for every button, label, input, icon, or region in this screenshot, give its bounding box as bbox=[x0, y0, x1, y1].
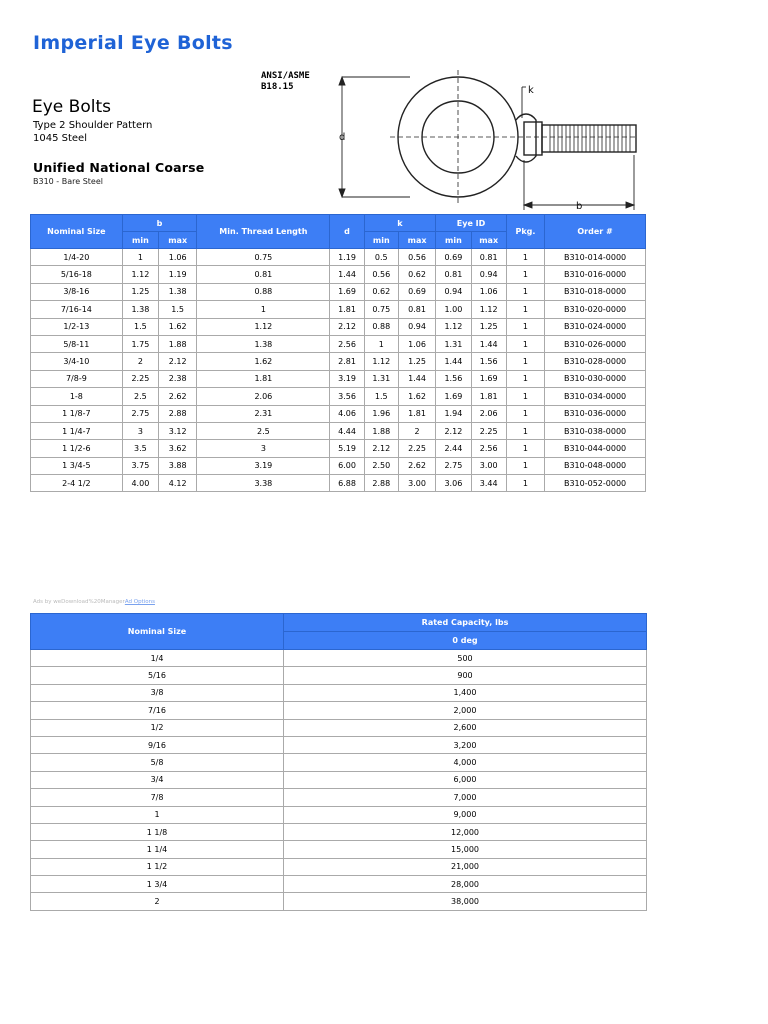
table-cell: 0.69 bbox=[398, 283, 435, 300]
header-rated-capacity: Rated Capacity, lbs bbox=[284, 614, 647, 632]
table-cell: 1.62 bbox=[159, 318, 197, 335]
header-eye-min: min bbox=[436, 232, 471, 249]
table-row bbox=[31, 335, 646, 352]
header-b-max: max bbox=[159, 232, 197, 249]
table-cell: 0.88 bbox=[197, 283, 330, 300]
table-cell: 1 bbox=[506, 422, 544, 439]
table-cell: 1.96 bbox=[364, 405, 398, 422]
table-cell: 2.75 bbox=[122, 405, 158, 422]
table-row bbox=[31, 719, 647, 736]
table-cell: 1.81 bbox=[398, 405, 435, 422]
table-cell: 2.81 bbox=[330, 353, 364, 370]
table-cell: 0.94 bbox=[398, 318, 435, 335]
table-cell: 38,000 bbox=[284, 893, 647, 910]
table-cell: 1.69 bbox=[471, 370, 506, 387]
table-cell: B310-036-0000 bbox=[545, 405, 646, 422]
table-cell: 4.44 bbox=[330, 422, 364, 439]
table-cell: 3.00 bbox=[471, 457, 506, 474]
table-cell: 1.31 bbox=[436, 335, 471, 352]
table-row bbox=[31, 457, 646, 474]
table-row bbox=[31, 736, 647, 753]
table-cell: 3/4 bbox=[31, 771, 284, 788]
table-cell: 1 3/4-5 bbox=[31, 457, 123, 474]
table-cell: 1 bbox=[506, 266, 544, 283]
table-cell: 2.06 bbox=[197, 388, 330, 405]
table-cell: B310-044-0000 bbox=[545, 440, 646, 457]
table-cell: 1 bbox=[506, 388, 544, 405]
table-cell: 2.25 bbox=[122, 370, 158, 387]
table-cell: 3.06 bbox=[436, 475, 471, 492]
table-cell: B310-028-0000 bbox=[545, 353, 646, 370]
table-row bbox=[31, 667, 647, 684]
table-cell: 2 bbox=[122, 353, 158, 370]
table-cell: 7/16 bbox=[31, 702, 284, 719]
table-cell: 1.38 bbox=[122, 301, 158, 318]
table-row bbox=[31, 754, 647, 771]
table-cell: 1 bbox=[506, 301, 544, 318]
table-cell: 1.44 bbox=[398, 370, 435, 387]
header-k-max: max bbox=[398, 232, 435, 249]
table-cell: 1 1/8-7 bbox=[31, 405, 123, 422]
table-cell: 2 bbox=[31, 893, 284, 910]
table-cell: 1 bbox=[506, 353, 544, 370]
table-cell: 0.62 bbox=[364, 283, 398, 300]
table-cell: 5/16-18 bbox=[31, 266, 123, 283]
table-cell: 1 bbox=[506, 457, 544, 474]
table-cell: 12,000 bbox=[284, 823, 647, 840]
table-cell: 0.88 bbox=[364, 318, 398, 335]
table-row bbox=[31, 841, 647, 858]
table-row bbox=[31, 858, 647, 875]
table-cell: 1/4 bbox=[31, 650, 284, 667]
table-row bbox=[31, 249, 646, 266]
table-cell: 1 bbox=[364, 335, 398, 352]
table-cell: 0.81 bbox=[197, 266, 330, 283]
table-cell: 1 bbox=[506, 370, 544, 387]
table-cell: 4.12 bbox=[159, 475, 197, 492]
table-cell: 1.88 bbox=[364, 422, 398, 439]
table-cell: 0.94 bbox=[436, 283, 471, 300]
table-cell: 3.5 bbox=[122, 440, 158, 457]
table-cell: 2.12 bbox=[330, 318, 364, 335]
capacity-table bbox=[30, 613, 647, 911]
label-b: b bbox=[576, 201, 583, 212]
table-cell: 0.62 bbox=[398, 266, 435, 283]
table-cell: 7/8-9 bbox=[31, 370, 123, 387]
table-cell: 0.94 bbox=[471, 266, 506, 283]
table-cell: 1.5 bbox=[159, 301, 197, 318]
table-row bbox=[31, 266, 646, 283]
table-cell: 1.81 bbox=[330, 301, 364, 318]
table-cell: 1-8 bbox=[31, 388, 123, 405]
product-description bbox=[33, 119, 152, 145]
table-cell: 1.56 bbox=[436, 370, 471, 387]
table-cell: 6.00 bbox=[330, 457, 364, 474]
table-cell: 500 bbox=[284, 650, 647, 667]
table-cell: 3.19 bbox=[330, 370, 364, 387]
table-cell: 2.62 bbox=[398, 457, 435, 474]
table-cell: 4,000 bbox=[284, 754, 647, 771]
table-cell: B310-024-0000 bbox=[545, 318, 646, 335]
table-cell: 21,000 bbox=[284, 858, 647, 875]
table-cell: 2.12 bbox=[364, 440, 398, 457]
table-cell: 2.62 bbox=[159, 388, 197, 405]
standard-line-1: ANSI/ASME bbox=[261, 71, 310, 81]
table-cell: 1.56 bbox=[471, 353, 506, 370]
table-cell: 2.06 bbox=[471, 405, 506, 422]
table-row bbox=[31, 876, 647, 893]
dimensions-table bbox=[30, 214, 646, 492]
table-cell: 1.25 bbox=[471, 318, 506, 335]
table-cell: 1.12 bbox=[364, 353, 398, 370]
table-cell: 2 bbox=[398, 422, 435, 439]
table-cell: 1.12 bbox=[197, 318, 330, 335]
eye-bolt-diagram bbox=[330, 70, 640, 215]
table-cell: 0.56 bbox=[364, 266, 398, 283]
table-cell: 3.56 bbox=[330, 388, 364, 405]
table-cell: 1 bbox=[31, 806, 284, 823]
table-cell: B310-030-0000 bbox=[545, 370, 646, 387]
table-cell: 2.31 bbox=[197, 405, 330, 422]
table-cell: 3.62 bbox=[159, 440, 197, 457]
table-cell: 2.56 bbox=[471, 440, 506, 457]
table-cell: 1/2-13 bbox=[31, 318, 123, 335]
table-row bbox=[31, 318, 646, 335]
table-cell: 1 bbox=[506, 440, 544, 457]
table-cell: 3 bbox=[122, 422, 158, 439]
table-cell: 1 bbox=[506, 475, 544, 492]
table-cell: B310-018-0000 bbox=[545, 283, 646, 300]
table-cell: 1.38 bbox=[197, 335, 330, 352]
table-cell: 6.88 bbox=[330, 475, 364, 492]
table-cell: 3.38 bbox=[197, 475, 330, 492]
table-cell: 1 bbox=[506, 335, 544, 352]
table-row bbox=[31, 370, 646, 387]
header-b-min: min bbox=[122, 232, 158, 249]
table-cell: 2.88 bbox=[159, 405, 197, 422]
table-cell: 2.12 bbox=[159, 353, 197, 370]
table-cell: 0.81 bbox=[436, 266, 471, 283]
table-cell: B310-038-0000 bbox=[545, 422, 646, 439]
table-cell: 1.75 bbox=[122, 335, 158, 352]
table-row bbox=[31, 806, 647, 823]
table-cell: 2.25 bbox=[471, 422, 506, 439]
table-cell: 1 bbox=[506, 249, 544, 266]
table-cell: 1 1/4 bbox=[31, 841, 284, 858]
table-cell: 900 bbox=[284, 667, 647, 684]
table-cell: 3/8 bbox=[31, 684, 284, 701]
standard-line-2: B18.15 bbox=[261, 82, 294, 92]
table-cell: B310-052-0000 bbox=[545, 475, 646, 492]
table-cell: 3.88 bbox=[159, 457, 197, 474]
table-cell: 1.00 bbox=[436, 301, 471, 318]
table-cell: 1 bbox=[197, 301, 330, 318]
table-cell: 6,000 bbox=[284, 771, 647, 788]
table-cell: 7/16-14 bbox=[31, 301, 123, 318]
dimensions-table-body bbox=[31, 249, 646, 492]
product-title: Eye Bolts bbox=[32, 97, 111, 117]
table-cell: 1.19 bbox=[159, 266, 197, 283]
table-cell: 3.75 bbox=[122, 457, 158, 474]
table-row bbox=[31, 650, 647, 667]
table-cell: 2.5 bbox=[122, 388, 158, 405]
table-cell: 0.5 bbox=[364, 249, 398, 266]
table-cell: 1 1/2-6 bbox=[31, 440, 123, 457]
table-cell: 1/4-20 bbox=[31, 249, 123, 266]
table-cell: 3,200 bbox=[284, 736, 647, 753]
table-cell: 1 1/8 bbox=[31, 823, 284, 840]
table-cell: 5.19 bbox=[330, 440, 364, 457]
table-row bbox=[31, 893, 647, 910]
table-cell: 1.94 bbox=[436, 405, 471, 422]
header-min-thread-length: Min. Thread Length bbox=[197, 215, 330, 249]
ads-banner bbox=[33, 599, 155, 605]
table-cell: 1.44 bbox=[330, 266, 364, 283]
table-cell: 7/8 bbox=[31, 789, 284, 806]
table-cell: 3.00 bbox=[398, 475, 435, 492]
table-cell: B310-020-0000 bbox=[545, 301, 646, 318]
header-eye-max: max bbox=[471, 232, 506, 249]
table-cell: 1.06 bbox=[159, 249, 197, 266]
table-cell: 1.12 bbox=[471, 301, 506, 318]
table-cell: 2.50 bbox=[364, 457, 398, 474]
table-cell: 9/16 bbox=[31, 736, 284, 753]
table-cell: 5/16 bbox=[31, 667, 284, 684]
table-cell: 1 1/2 bbox=[31, 858, 284, 875]
table-cell: 1.25 bbox=[122, 283, 158, 300]
table-cell: 3.44 bbox=[471, 475, 506, 492]
table-cell: 0.75 bbox=[197, 249, 330, 266]
table-cell: 3.19 bbox=[197, 457, 330, 474]
table-cell: 1.44 bbox=[471, 335, 506, 352]
table-cell: 0.56 bbox=[398, 249, 435, 266]
header-nominal-size: Nominal Size bbox=[31, 215, 123, 249]
header-capacity-nominal-size: Nominal Size bbox=[31, 614, 284, 650]
table-cell: 2.12 bbox=[436, 422, 471, 439]
table-cell: 5/8-11 bbox=[31, 335, 123, 352]
table-cell: 1 bbox=[122, 249, 158, 266]
capacity-table-body bbox=[31, 650, 647, 911]
table-cell: 2.5 bbox=[197, 422, 330, 439]
header-eye-id: Eye ID bbox=[436, 215, 507, 232]
table-cell: 1.69 bbox=[436, 388, 471, 405]
table-cell: 15,000 bbox=[284, 841, 647, 858]
table-cell: 4.06 bbox=[330, 405, 364, 422]
header-b: b bbox=[122, 215, 197, 232]
table-row bbox=[31, 388, 646, 405]
table-cell: 2.44 bbox=[436, 440, 471, 457]
table-cell: 1.81 bbox=[197, 370, 330, 387]
table-cell: 1.62 bbox=[197, 353, 330, 370]
table-cell: B310-026-0000 bbox=[545, 335, 646, 352]
table-cell: 1.5 bbox=[122, 318, 158, 335]
table-cell: 2.38 bbox=[159, 370, 197, 387]
table-cell: 1.88 bbox=[159, 335, 197, 352]
table-cell: 1.12 bbox=[436, 318, 471, 335]
table-cell: 4.00 bbox=[122, 475, 158, 492]
table-cell: 1.25 bbox=[398, 353, 435, 370]
table-cell: 2.25 bbox=[398, 440, 435, 457]
table-cell: 1 3/4 bbox=[31, 876, 284, 893]
product-subtitle-1: Type 2 Shoulder Pattern bbox=[33, 120, 153, 131]
table-row bbox=[31, 353, 646, 370]
table-row bbox=[31, 405, 646, 422]
label-k: k bbox=[528, 85, 534, 96]
table-cell: 1.44 bbox=[436, 353, 471, 370]
ad-options-link[interactable]: Ad Options bbox=[124, 599, 155, 605]
table-row bbox=[31, 823, 647, 840]
header-d: d bbox=[330, 215, 364, 249]
table-row bbox=[31, 301, 646, 318]
table-cell: B310-048-0000 bbox=[545, 457, 646, 474]
table-cell: 1.12 bbox=[122, 266, 158, 283]
ads-text: Ads by weDownload%20Manager bbox=[33, 599, 125, 605]
table-cell: 3/8-16 bbox=[31, 283, 123, 300]
table-cell: 1.62 bbox=[398, 388, 435, 405]
table-cell: 0.81 bbox=[398, 301, 435, 318]
table-cell: 3.12 bbox=[159, 422, 197, 439]
table-cell: 0.81 bbox=[471, 249, 506, 266]
table-cell: 0.75 bbox=[364, 301, 398, 318]
table-cell: 2-4 1/2 bbox=[31, 475, 123, 492]
table-row bbox=[31, 440, 646, 457]
table-cell: 3/4-10 bbox=[31, 353, 123, 370]
table-cell: 3 bbox=[197, 440, 330, 457]
header-pkg: Pkg. bbox=[506, 215, 544, 249]
product-subtitle-2: 1045 Steel bbox=[33, 133, 87, 144]
table-cell: 1 bbox=[506, 283, 544, 300]
table-cell: 2,000 bbox=[284, 702, 647, 719]
header-zero-deg: 0 deg bbox=[284, 632, 647, 650]
table-cell: 1.69 bbox=[330, 283, 364, 300]
thread-title: Unified National Coarse bbox=[33, 160, 205, 175]
table-cell: 7,000 bbox=[284, 789, 647, 806]
table-cell: 1.31 bbox=[364, 370, 398, 387]
table-cell: 5/8 bbox=[31, 754, 284, 771]
table-cell: 0.69 bbox=[436, 249, 471, 266]
table-cell: 28,000 bbox=[284, 876, 647, 893]
table-row bbox=[31, 283, 646, 300]
header-k: k bbox=[364, 215, 436, 232]
table-cell: 2.75 bbox=[436, 457, 471, 474]
table-row bbox=[31, 789, 647, 806]
table-row bbox=[31, 702, 647, 719]
table-cell: B310-034-0000 bbox=[545, 388, 646, 405]
header-order-number: Order # bbox=[545, 215, 646, 249]
table-cell: 1.5 bbox=[364, 388, 398, 405]
table-row bbox=[31, 684, 647, 701]
table-cell: 1,400 bbox=[284, 684, 647, 701]
label-d: d bbox=[339, 132, 346, 143]
table-row bbox=[31, 771, 647, 788]
table-cell: 1.06 bbox=[398, 335, 435, 352]
table-cell: 2.56 bbox=[330, 335, 364, 352]
standard-label bbox=[261, 71, 310, 93]
table-cell: 1.06 bbox=[471, 283, 506, 300]
table-row bbox=[31, 475, 646, 492]
table-cell: 1.38 bbox=[159, 283, 197, 300]
table-cell: 1.81 bbox=[471, 388, 506, 405]
table-cell: 1 bbox=[506, 405, 544, 422]
table-cell: 2,600 bbox=[284, 719, 647, 736]
table-cell: B310-014-0000 bbox=[545, 249, 646, 266]
table-cell: B310-016-0000 bbox=[545, 266, 646, 283]
thread-subtitle: B310 - Bare Steel bbox=[33, 177, 103, 186]
table-cell: 9,000 bbox=[284, 806, 647, 823]
page-heading: Imperial Eye Bolts bbox=[33, 32, 233, 54]
table-row bbox=[31, 422, 646, 439]
header-k-min: min bbox=[364, 232, 398, 249]
table-cell: 1 bbox=[506, 318, 544, 335]
table-cell: 1/2 bbox=[31, 719, 284, 736]
table-cell: 2.88 bbox=[364, 475, 398, 492]
table-cell: 1 1/4-7 bbox=[31, 422, 123, 439]
table-cell: 1.19 bbox=[330, 249, 364, 266]
